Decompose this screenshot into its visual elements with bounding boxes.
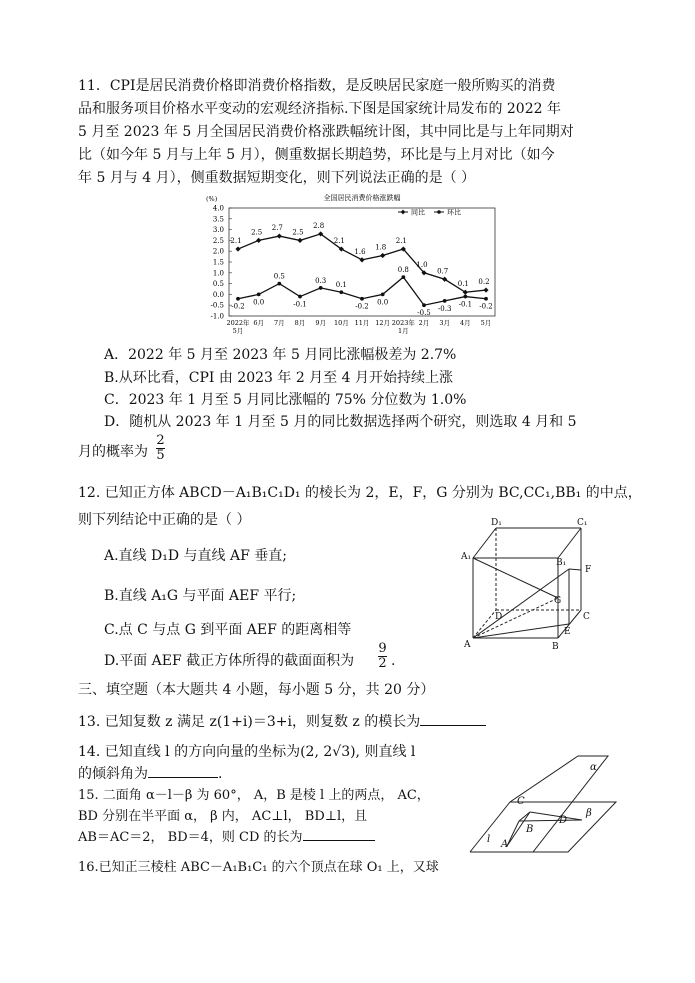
mom-data-label: -0.3	[437, 304, 452, 313]
point-a-label: A	[501, 839, 509, 850]
cube-label-c1: C₁	[577, 518, 588, 528]
q15-line-3	[78, 828, 375, 848]
yoy-data-point	[256, 238, 261, 243]
yoy-data-point	[297, 238, 302, 243]
chart-title: 全国居民消费价格涨跌幅	[323, 194, 401, 202]
q16-line-1: 16.已知正三棱柱 ABC－A₁B₁C₁ 的六个顶点在球 O₁ 上，又球	[78, 860, 439, 875]
yoy-data-point	[277, 233, 282, 238]
series-line-yoy	[238, 234, 486, 292]
yoy-data-point	[483, 287, 488, 292]
mom-data-label: 0.0	[377, 298, 389, 307]
q11-line-2: 品和服务项目价格水平变动的宏观经济指标.下图是国家统计局发布的 2022 年	[78, 101, 561, 117]
q15-line-2: BD 分别在半平面 α， β 内， AC⊥l， BD⊥l，且	[78, 809, 368, 824]
y-tick-label: 2.0	[212, 247, 224, 256]
cube-label-f: F	[585, 565, 592, 575]
cube-label-g: G	[554, 596, 562, 606]
q11-line-3: 5 月至 2023 年 5 月全国居民消费价格涨跌幅统计图，其中同比是与上年同期对	[78, 124, 574, 140]
q11-line-1: 11．CPI是居民消费价格即消费价格指数，是反映居民家庭一般所购买的消费	[78, 78, 556, 94]
x-tick-sublabel: 5月	[232, 327, 244, 335]
mom-data-label: 0.1	[335, 281, 347, 290]
q13-text	[78, 712, 486, 732]
cube-label-b1: B₁	[556, 558, 567, 568]
q11-option-b: B.从环比看，CPI 由 2023 年 2 月至 4 月开始持续上涨	[104, 370, 453, 386]
yoy-data-label: 2.5	[292, 228, 304, 237]
q11-line-4: 比（如今年 5 月与上年 5 月），侧重数据长期趋势，环比是与上月对比（如今	[78, 147, 555, 163]
q11-probability-fraction: 2 5	[156, 433, 165, 463]
mom-data-label: 0.5	[273, 272, 285, 281]
y-tick-label: 1.5	[212, 258, 224, 267]
y-tick-label: 3.5	[212, 215, 224, 224]
yoy-data-point	[235, 246, 240, 251]
yoy-data-label: 1.8	[375, 243, 387, 252]
mom-data-label: -0.1	[458, 300, 473, 309]
point-d-label: D	[559, 815, 568, 826]
x-tick-label: 3月	[439, 319, 450, 327]
section-3-heading: 三、填空题（本大题共 4 小题，每小题 5 分，共 20 分）	[78, 682, 435, 698]
mom-data-point	[484, 297, 488, 301]
q15-stem: AB＝AC＝2， BD＝4，则 CD 的长为	[78, 830, 303, 845]
q12-line-2: 则下列结论中正确的是（ ）	[78, 512, 251, 528]
q15-line-1: 15. 二面角 α－l－β 为 60°， A，B 是棱 l 上的两点， AC，	[78, 788, 430, 803]
yoy-data-label: 2.1	[333, 237, 345, 246]
cube-label-a1: A₁	[461, 552, 472, 562]
y-tick-label: 0.0	[212, 290, 224, 299]
yoy-data-label: 0.2	[478, 278, 490, 287]
cube-figure	[458, 515, 598, 655]
x-tick-label: 7月	[274, 319, 285, 327]
mom-data-label: -0.5	[417, 309, 431, 318]
legend-yoy-marker	[401, 210, 406, 215]
mom-data-label: -0.2	[355, 302, 369, 311]
mom-data-point	[319, 286, 323, 290]
q14-line-2	[78, 764, 222, 784]
cube-label-c: C	[583, 612, 590, 622]
x-tick-label: 5月	[480, 319, 492, 327]
mom-data-label: 0.0	[253, 298, 265, 307]
yoy-data-label: 2.5	[251, 228, 263, 237]
x-tick-label: 10月	[333, 319, 349, 327]
x-tick-label: 2月	[418, 319, 430, 327]
y-tick-label: -1.0	[210, 312, 224, 321]
y-tick-label: 2.5	[212, 236, 224, 245]
q12-area-fraction: 9 2	[378, 641, 387, 671]
x-tick-label: 12月	[375, 319, 391, 327]
legend-mom-label: 环比	[447, 208, 461, 217]
y-tick-label: 0.5	[212, 280, 224, 289]
q14-stem: 的倾斜角为	[78, 766, 148, 782]
yoy-data-point	[380, 253, 385, 258]
yoy-data-label: 0.7	[437, 267, 449, 276]
x-tick-label: 2023年	[391, 319, 415, 327]
y-axis-unit-label: (%)	[206, 195, 218, 203]
mom-data-point	[236, 297, 240, 301]
point-c-label: C	[517, 796, 525, 807]
yoy-data-label: 2.8	[313, 221, 325, 230]
mom-data-point	[257, 293, 261, 297]
q12-option-a: A.直线 D₁D 与直线 AF 垂直;	[104, 548, 287, 564]
q13-answer-blank	[420, 725, 486, 726]
cpi-line-chart	[200, 190, 500, 340]
mom-data-point	[298, 295, 302, 299]
mom-data-label: 0.3	[315, 276, 327, 285]
yoy-data-label: 1.0	[416, 260, 428, 269]
q11-option-d-line1: D．随机从 2023 年 1 月至 5 月的同比数据选择两个研究，则选取 4 月和 5	[104, 414, 577, 430]
legend-mom-marker	[437, 210, 441, 214]
mom-data-point	[339, 290, 343, 294]
yoy-data-label: 1.6	[354, 247, 366, 256]
q14-period: .	[218, 766, 223, 782]
x-tick-sublabel: 1月	[398, 327, 409, 335]
y-tick-label: -0.5	[210, 301, 224, 310]
y-tick-label: 1.0	[212, 269, 224, 278]
yoy-data-label: 2.7	[271, 224, 283, 233]
mom-data-point	[381, 293, 385, 297]
point-b-label: B	[526, 824, 534, 835]
cube-label-a: A	[464, 640, 471, 650]
yoy-data-point	[359, 257, 364, 262]
cube-label-b: B	[552, 642, 559, 652]
mom-data-point	[463, 295, 467, 299]
q15-answer-blank	[303, 840, 375, 841]
x-tick-label: 8月	[294, 319, 306, 327]
mom-data-label: -0.1	[293, 300, 307, 309]
y-tick-label: 3.0	[212, 226, 224, 235]
mom-data-point	[422, 303, 426, 307]
x-tick-label: 6月	[253, 319, 264, 327]
q11-line-5: 年 5 月与 4 月），侧重数据短期变化，则下列说法正确的是（ ）	[78, 170, 476, 186]
yoy-data-label: 2.1	[395, 237, 407, 246]
edge-l-label: l	[487, 834, 491, 845]
x-tick-label: 11月	[354, 319, 370, 327]
plane-alpha-label: α	[590, 762, 597, 773]
q14-line-1: 14. 已知直线 l 的方向向量的坐标为(2, 2√3), 则直线 l	[78, 744, 416, 760]
mom-data-point	[360, 297, 364, 301]
y-tick-label: 4.0	[212, 204, 224, 213]
x-tick-label: 2022年	[226, 319, 250, 327]
cube-label-d: D	[495, 612, 503, 622]
x-tick-label: 4月	[460, 319, 471, 327]
mom-data-label: -0.2	[231, 302, 245, 311]
mom-data-label: 0.8	[397, 266, 409, 275]
q12-option-c: C.点 C 与点 G 到平面 AEF 的距离相等	[104, 622, 352, 638]
q12-period: .	[391, 653, 396, 669]
x-tick-label: 9月	[315, 319, 326, 327]
q12-option-b: B.直线 A₁G 与平面 AEF 平行;	[104, 588, 297, 604]
mom-data-point	[443, 299, 447, 303]
q11-option-c: C．2023 年 1 月至 5 月同比涨幅的 75% 分位数为 1.0%	[104, 392, 467, 408]
dihedral-angle-figure	[468, 752, 618, 862]
mom-data-point	[277, 282, 281, 286]
legend-yoy-label: 同比	[411, 208, 425, 217]
q11-option-a: A．2022 年 5 月至 2023 年 5 月同比涨幅极差为 2.7%	[104, 347, 457, 363]
yoy-data-label: 0.1	[457, 280, 469, 289]
mom-data-label: -0.2	[479, 302, 493, 311]
yoy-data-label: 2.1	[230, 237, 242, 246]
q12-option-d: D.平面 AEF 截正方体所得的截面面积为	[104, 653, 355, 669]
plane-beta-label: β	[586, 808, 592, 819]
q12-line-1: 12. 已知正方体 ABCD－A₁B₁C₁D₁ 的棱长为 2，E，F，G 分别为 BC,CC₁,BB₁ 的中点，	[78, 485, 642, 501]
cube-label-e: E	[564, 627, 571, 637]
cube-label-d1: D₁	[491, 518, 502, 528]
q14-answer-blank	[148, 777, 218, 778]
q11-option-d-line2: 月的概率为	[78, 444, 148, 460]
q13-stem: 13. 已知复数 z 满足 z(1+i)＝3+i，则复数 z 的模长为	[78, 714, 421, 730]
mom-data-point	[401, 275, 405, 279]
